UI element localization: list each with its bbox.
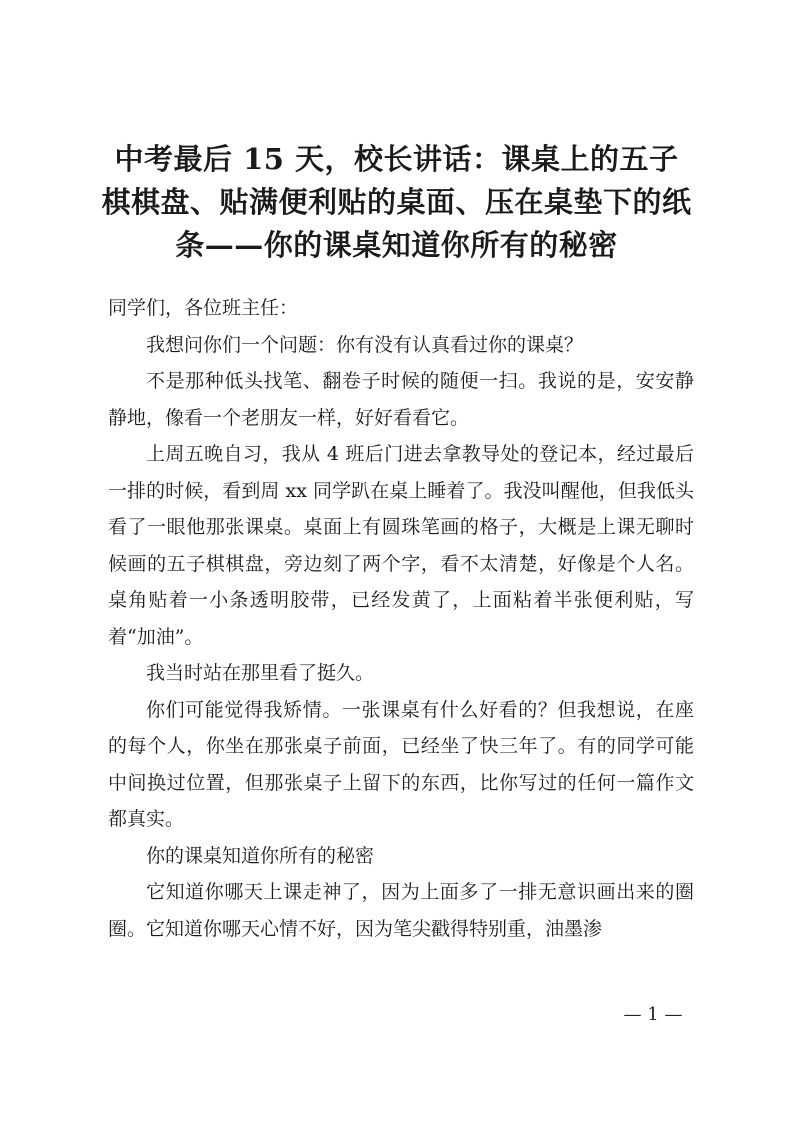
- paragraph-5: 你们可能觉得我矫情。一张课桌有什么好看的？但我想说，在座的每个人，你坐在那张桌子前面，已经坐了快三年了。有的同学可能中间换过位置，但那张桌子上留下的东西，比你写过的任何一篇作文都真实。: [108, 698, 694, 830]
- page-number: — 1 —: [623, 1004, 683, 1025]
- salutation: 同学们，各位班主任：: [108, 297, 299, 319]
- paragraph-1: 我想问你们一个问题：你有没有认真看过你的课桌？: [146, 333, 584, 356]
- paragraph-2: 不是那种低头找笔、翻卷子时候的随便一扫。我说的是，安安静静地，像看一个老朋友一样，好好看看它。: [108, 370, 694, 429]
- document-body: [108, 290, 694, 947]
- paragraph-3: 上周五晚自习，我从 4 班后门进去拿教导处的登记本，经过最后一排的时候，看到周 xx 同学趴在桌上睡着了。我没叫醒他，但我低头看了一眼他那张课桌。桌面上有圆珠笔画的格子，大概是上课无聊时候画的五子棋棋盘，旁边刻了两个字，看不太清楚，好像是个人名。桌角贴着一小条透明胶带，已经发黄了，上面粘着半张便利贴，写着“加油”。: [108, 443, 694, 648]
- section-heading: 你的课桌知道你所有的秘密: [146, 844, 375, 867]
- document-title: 中考最后 15 天，校长讲话：课桌上的五子棋棋盘、贴满便利贴的桌面、压在桌垫下的纸条——你的课桌知道你所有的秘密: [101, 142, 692, 262]
- paragraph-4: 我当时站在那里看了挺久。: [146, 662, 375, 684]
- paragraph-6: 它知道你哪天上课走神了，因为上面多了一排无意识画出来的圈圈。它知道你哪天心情不好，因为笔尖戳得特别重，油墨渗: [108, 881, 694, 940]
